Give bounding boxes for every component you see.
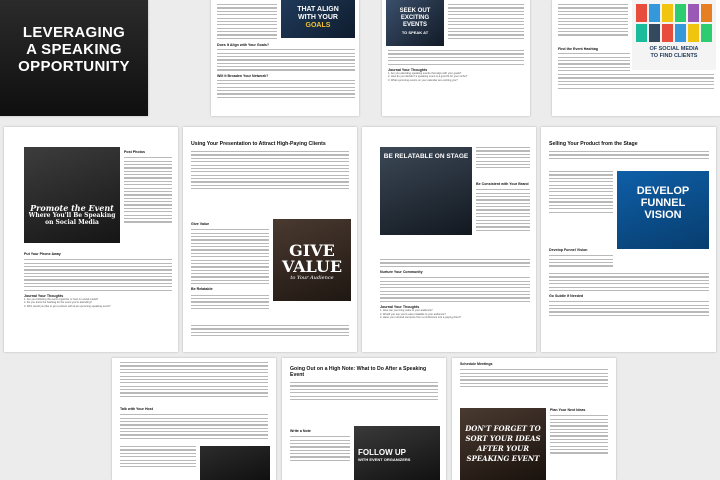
text-block xyxy=(191,151,349,189)
section-heading: Give Value xyxy=(191,222,210,226)
text-block xyxy=(558,74,714,89)
photo-text: DON'T FORGET TO xyxy=(465,424,541,433)
page-title: Using Your Presentation to Attract High-Paying Clients xyxy=(191,141,326,147)
text-block xyxy=(120,414,268,439)
text-block xyxy=(549,273,709,291)
section-heading: Post Photos xyxy=(124,150,145,154)
section-photo xyxy=(354,426,440,480)
journal-item: 2. How do you decide if a speaking event is a good fit for your niche? xyxy=(388,75,468,79)
text-block xyxy=(24,259,172,291)
photo-text: VISION xyxy=(644,209,682,221)
photo-text: EVENTS xyxy=(402,22,427,28)
text-block xyxy=(380,259,530,267)
text-block xyxy=(388,50,524,65)
text-block xyxy=(558,53,630,71)
photo-text: THAT ALIGN xyxy=(297,6,339,13)
section-heading: Does It Align with Your Goals? xyxy=(217,43,270,47)
section-heading: Be Consistent with Your Brand xyxy=(476,182,529,186)
text-block xyxy=(460,369,608,387)
text-block xyxy=(549,151,709,159)
text-block xyxy=(550,415,608,453)
journal-heading: Journal Your Thoughts xyxy=(388,67,428,72)
text-block xyxy=(191,229,269,284)
journal-heading: Journal Your Thoughts xyxy=(24,293,64,298)
photo-text: SEEK OUT xyxy=(399,8,431,14)
photo-text: AFTER YOUR xyxy=(476,444,530,453)
page-thumbnail-7[interactable] xyxy=(362,127,536,352)
photo-text: FUNNEL xyxy=(640,197,686,209)
section-heading: Talk with Your Host xyxy=(120,407,153,411)
text-block xyxy=(448,4,524,39)
photo-text: SPEAKING EVENT xyxy=(466,454,540,463)
text-block xyxy=(124,157,172,222)
photo-text: GOALS xyxy=(305,22,331,29)
page-thumbnail-5[interactable] xyxy=(4,127,178,352)
text-block xyxy=(290,382,438,400)
cover-title-line: A SPEAKING xyxy=(26,41,122,58)
text-block xyxy=(380,277,530,302)
section-photo xyxy=(24,147,120,243)
section-heading: Be Relatable xyxy=(191,287,213,292)
cover-title-line: LEVERAGING xyxy=(22,24,126,41)
journal-item: 3. Have you nurtured someone from a conference into a paying client? xyxy=(380,315,461,319)
journal-item: 1. How can you bring value to your audience? xyxy=(380,309,433,313)
page-thumbnail-11[interactable] xyxy=(452,358,616,480)
journal-item: 2. Do you know the hashtag for the event you're attending? xyxy=(24,301,92,305)
photo-text: EXCITING xyxy=(400,15,430,21)
photo-text: to Your Audience xyxy=(290,275,334,281)
section-photo xyxy=(617,171,709,249)
photo-text: OF SOCIAL MEDIA xyxy=(649,46,699,52)
photo-text: VALUE xyxy=(281,257,343,276)
section-photo xyxy=(200,446,270,480)
text-block xyxy=(120,362,268,397)
journal-item: 1. Are you following the event organizer or host on social media? xyxy=(24,297,99,301)
photo-text: DEVELOP xyxy=(636,185,690,197)
journal-heading: Journal Your Thoughts xyxy=(380,304,420,309)
text-block xyxy=(549,255,613,266)
section-heading: Plan Your Next Ideas xyxy=(550,408,586,412)
text-block xyxy=(558,4,628,36)
section-heading: Will It Broaden Your Network? xyxy=(217,73,269,78)
section-heading: Nurture Your Community xyxy=(380,269,423,274)
section-photo xyxy=(380,147,472,235)
page-title: Selling Your Product from the Stage xyxy=(549,141,638,147)
photo-text: on Social Media xyxy=(45,219,99,226)
page-thumbnail-6[interactable] xyxy=(183,127,357,352)
text-block xyxy=(217,80,355,98)
photo-text: TO FIND CLIENTS xyxy=(650,52,698,59)
photo-text: WITH EVENT ORGANIZERS xyxy=(358,457,411,462)
photo-text: WITH YOUR xyxy=(298,14,338,21)
section-heading: Go Subtle If Needed xyxy=(549,294,584,299)
text-block xyxy=(549,301,709,316)
page-thumbnail-2[interactable] xyxy=(211,0,359,116)
section-photo xyxy=(386,0,444,46)
text-block xyxy=(191,295,269,310)
photo-text: FOLLOW UP xyxy=(358,448,406,457)
text-block xyxy=(217,4,277,39)
section-heading: Put Your Phone Away xyxy=(24,252,61,256)
cover-title xyxy=(6,24,142,75)
journal-item: 3. Who would you like to get a picture with at an upcoming speaking event? xyxy=(24,304,111,308)
photo-text: Promote the Event xyxy=(30,203,114,213)
text-block xyxy=(290,436,350,461)
text-block xyxy=(120,446,196,467)
page-thumbnail-1[interactable] xyxy=(0,0,148,116)
page-thumbnail-4[interactable] xyxy=(552,0,720,116)
section-heading: Find the Event Hashtag xyxy=(558,47,598,51)
text-block xyxy=(476,189,530,231)
cover-title-line: OPPORTUNITY xyxy=(18,58,130,75)
photo-text: TO SPEAK AT xyxy=(401,30,429,35)
section-heading: Write a Note xyxy=(290,429,311,433)
journal-item: 3. What upcoming events on your calendar are exciting you? xyxy=(388,78,458,82)
page-thumbnail-10[interactable] xyxy=(282,358,446,480)
section-photo xyxy=(281,0,355,38)
page-thumbnail-3[interactable] xyxy=(382,0,530,116)
journal-item: 2. Would you say you're easy relatable to your audience? xyxy=(380,312,446,316)
section-heading: Develop Funnel Vision xyxy=(549,248,588,252)
text-block xyxy=(191,325,349,336)
page-thumbnail-9[interactable] xyxy=(112,358,276,480)
page-title: Going Out on a High Note: What to Do After a Speaking Event xyxy=(290,366,427,378)
section-photo xyxy=(460,408,546,480)
text-block xyxy=(476,147,530,168)
section-heading: Schedule Meetings xyxy=(460,362,493,366)
page-thumbnail-8[interactable] xyxy=(541,127,716,352)
section-photo xyxy=(273,219,351,301)
photo-text: SORT YOUR IDEAS xyxy=(465,434,541,443)
photo-text: Where You'll Be Speaking xyxy=(28,212,116,219)
photo-text: BE RELATABLE ON STAGE xyxy=(383,153,469,160)
text-block xyxy=(549,171,613,213)
section-photo xyxy=(632,0,716,70)
photo-text: GIVE xyxy=(289,241,335,260)
journal-item: 1. Are you attending speaking events that align with your goals? xyxy=(388,71,462,75)
text-block xyxy=(217,49,355,70)
